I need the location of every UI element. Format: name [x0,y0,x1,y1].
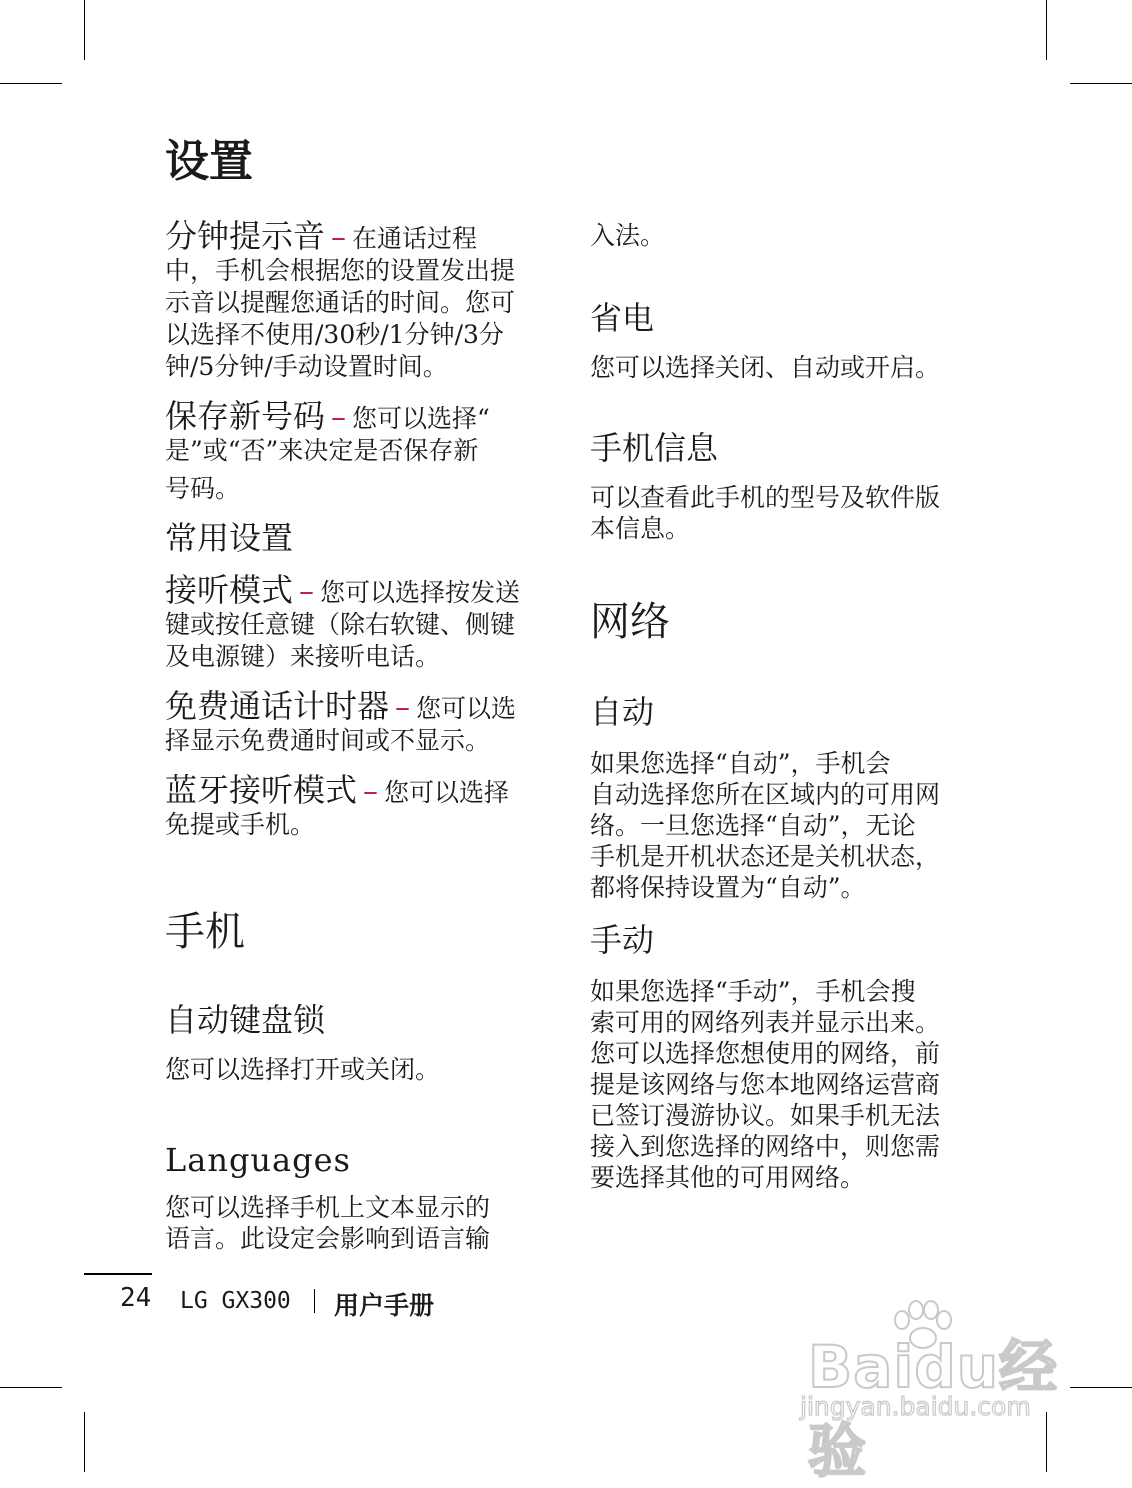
paragraph-line: 可以查看此手机的型号及软件版 [590,483,941,512]
entry-text: 您可以选 [416,694,517,723]
footer-model: LG GX300 [180,1288,291,1314]
crop-mark [0,83,62,84]
paragraph-line: 自动选择您所在区域内的可用网 [590,780,941,809]
entry-line: 示音以提醒您通话的时间。您可 [165,288,516,317]
entry-text: 您可以选择“ [352,404,490,433]
paragraph-line: 要选择其他的可用网络。 [590,1163,866,1192]
entry-answer-mode [165,571,560,673]
crop-mark [84,0,85,60]
entry-line: 及电源键）来接听电话。 [165,642,441,671]
paragraph-line: 本信息。 [590,514,691,543]
entry-line: 中，手机会根据您的设置发出提 [165,256,516,285]
watermark-url: jingyan.baidu.com [800,1392,1031,1421]
section-phone: 手机 [165,909,245,955]
entry-line: 键或按任意键（除右软键、侧键 [165,610,516,639]
entry-term: 接听模式 [165,571,294,609]
auto-text [590,748,965,903]
entry-line: 是”或“否”来决定是否保存新 [165,436,479,465]
paragraph-line: 都将保持设置为“自动”。 [590,873,866,902]
entry-line: 钟/5分钟/手动设置时间。 [165,352,448,381]
entry-text: 在通话过程 [352,224,478,253]
entry-dash: – [331,400,347,435]
entry-line: 择显示免费通时间或不显示。 [165,726,491,755]
entry-term: 免费通话计时器 [165,687,390,725]
heading-manual: 手动 [590,921,655,959]
crop-mark [1070,1387,1132,1388]
crop-mark [0,1387,62,1388]
entry-term: 分钟提示音 [165,217,326,255]
subheading-common-settings: 常用设置 [165,519,294,557]
paragraph-line: 络。一旦您选择“自动”，无论 [590,811,916,840]
heading-power-saving: 省电 [590,299,655,337]
phone-info-text [590,482,965,544]
paragraph-line: 接入到您选择的网络中，则您需 [590,1132,941,1161]
paragraph-line: 如果您选择“自动”，手机会 [590,749,891,778]
entry-text: 您可以选择按发送 [320,578,521,607]
paragraph-line: 您可以选择手机上文本显示的 [165,1193,491,1222]
paragraph-line: 您可以选择您想使用的网络，前 [590,1039,941,1068]
entry-minute-tone [165,217,560,383]
paragraph-line: 如果您选择“手动”，手机会搜 [590,977,916,1006]
crop-mark [1046,0,1047,60]
entry-line: 以选择不使用/30秒/1分钟/3分 [165,320,504,349]
heading-languages: Languages [165,1141,351,1179]
entry-dash: – [299,574,315,609]
power-saving-text: 您可以选择关闭、自动或开启。 [590,353,941,382]
entry-dash: – [395,690,411,725]
page-number: 24 [120,1283,152,1313]
footer-rule [84,1273,152,1275]
heading-auto-keylock: 自动键盘锁 [165,1001,326,1039]
entry-save-number [165,397,560,505]
auto-keylock-text: 您可以选择打开或关闭。 [165,1055,441,1084]
continued-text: 入法。 [590,221,666,250]
paragraph-line: 已签订漫游协议。如果手机无法 [590,1101,941,1130]
paragraph-line: 手机是开机状态还是关机状态， [590,842,941,871]
paragraph-line: 索可用的网络列表并显示出来。 [590,1008,941,1037]
entry-line: 号码。 [165,474,241,503]
page-title: 设置 [165,136,253,187]
heading-auto: 自动 [590,693,655,731]
paragraph-line: 提是该网络与您本地网络运营商 [590,1070,941,1099]
languages-text [165,1192,560,1254]
watermark-logo: Baidu经验 [808,1333,1059,1485]
entry-free-call-timer [165,687,560,757]
crop-mark [84,1412,85,1472]
footer-manual-title: 用户手册 [334,1291,435,1320]
section-network: 网络 [590,599,670,645]
crop-mark [1070,83,1132,84]
entry-line: 免提或手机。 [165,810,316,839]
entry-term: 保存新号码 [165,397,326,435]
heading-phone-info: 手机信息 [590,429,719,467]
baidu-watermark [800,1300,1070,1485]
entry-dash: – [331,220,347,255]
entry-term: 蓝牙接听模式 [165,771,358,809]
entry-text: 您可以选择 [384,778,510,807]
paragraph-line: 语言。此设定会影响到语言输 [165,1224,491,1253]
entry-dash: – [363,774,379,809]
footer-separator [314,1289,315,1313]
manual-text [590,976,965,1193]
entry-bluetooth-answer [165,771,560,841]
